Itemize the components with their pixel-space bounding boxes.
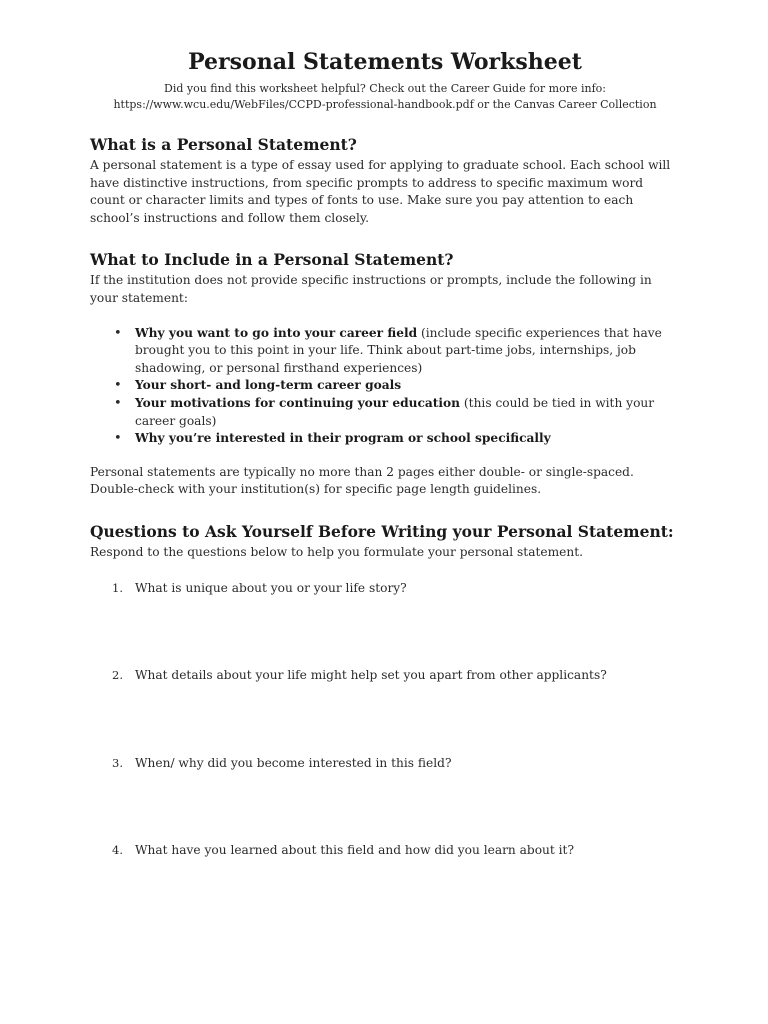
list-item-bold: Why you want to go into your career field (135, 325, 418, 340)
include-list (90, 325, 680, 448)
list-item-text: (include specific experiences that have brought you to this point in your life. Think about part-time jobs, internships, job shadowing, or personal firsthand experiences) (135, 325, 662, 375)
section-heading: What to Include in a Personal Statement? (90, 250, 454, 270)
question-item (112, 755, 680, 843)
list-item (114, 377, 680, 395)
list-item (114, 430, 680, 448)
question-number: 4. (112, 843, 123, 858)
page-title: Personal Statements Worksheet (188, 49, 582, 75)
list-item-bold: Your motivations for continuing your education (135, 395, 461, 410)
question-text: What have you learned about this field and how did you learn about it? (135, 843, 574, 858)
question-item (112, 667, 680, 755)
question-item (112, 580, 680, 668)
section-heading: What is a Personal Statement? (90, 135, 357, 154)
bullet-icon: • (114, 325, 122, 341)
question-text: When/ why did you become interested in this field? (135, 755, 452, 770)
list-item-bold: Your short- and long-term career goals (135, 378, 402, 393)
list-item (114, 325, 680, 378)
section-intro: If the institution does not provide specific instructions or prompts, include the following in your statement: (90, 273, 652, 305)
section-intro: Respond to the questions below to help you formulate your personal statement. (90, 544, 583, 559)
section-closing: Personal statements are typically no more than 2 pages either double- or single-spaced. Double-check with your institution(s) for specific page length guidelines. (90, 464, 634, 497)
section-heading: Questions to Ask Yourself Before Writing your Personal Statement: (90, 521, 674, 541)
question-text: What details about your life might help set you apart from other applicants? (135, 668, 607, 683)
question-number: 2. (112, 668, 123, 683)
bullet-icon: • (114, 395, 122, 411)
list-item-text: (this could be tied in with your career goals) (135, 395, 655, 428)
section-what-is (90, 135, 680, 227)
question-text: What is unique about you or your life story? (135, 580, 407, 595)
question-list (90, 580, 680, 930)
question-item (112, 842, 680, 930)
worksheet-page (90, 48, 680, 930)
section-what-to-include (90, 250, 680, 499)
list-item (114, 395, 680, 430)
subtitle-line-2: https://www.wcu.edu/WebFiles/CCPD-professional-handbook.pdf or the Canvas Career Collection (113, 98, 657, 111)
section-body: A personal statement is a type of essay used for applying to graduate school. Each school will have distinctive instructions, from specific prompts to address to specific maximum word count or character limits and types of fonts to use. Make sure you pay attention to each school’s instructions and follow them closely. (90, 158, 671, 225)
bullet-icon: • (114, 378, 122, 394)
subtitle-line-1: Did you find this worksheet helpful? Check out the Career Guide for more info: (164, 82, 606, 95)
question-number: 3. (112, 755, 123, 770)
bullet-icon: • (114, 431, 122, 447)
list-item-bold: Why you’re interested in their program or school specifically (135, 431, 551, 446)
question-number: 1. (112, 580, 123, 595)
section-questions (90, 522, 680, 930)
